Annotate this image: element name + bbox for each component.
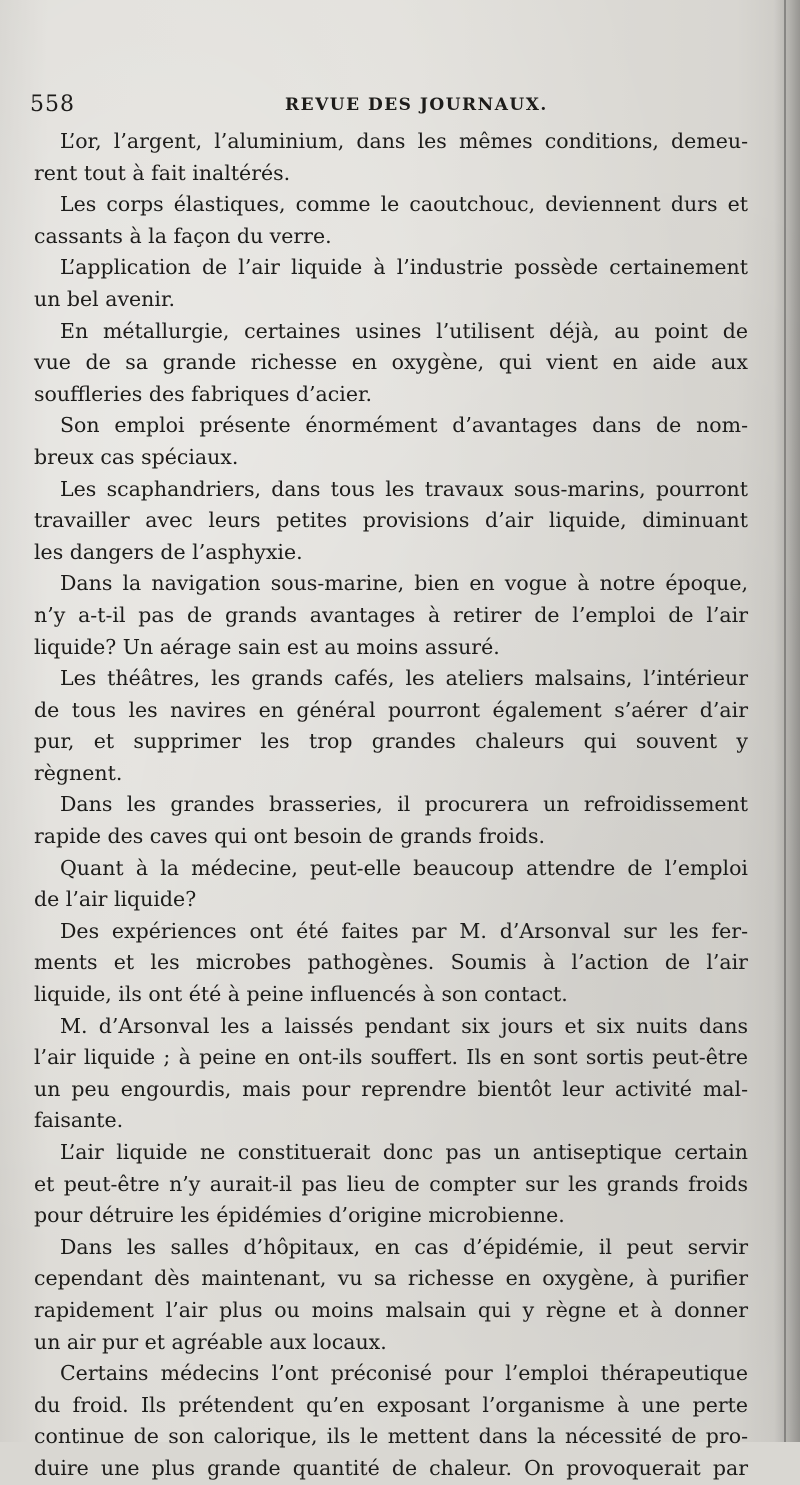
text-line: vue de sa grande richesse en oxygène, qui vient en aide aux (34, 350, 748, 375)
text-line: règnent. (34, 760, 123, 785)
text-line: Dans les grandes brasseries, il procurera un refroidissement (60, 792, 748, 817)
body-text (34, 126, 748, 1485)
text-line: rapidement l’air plus ou moins malsain qui y règne et à donner (34, 1297, 748, 1322)
page-header (30, 92, 750, 122)
text-line: pur, et supprimer les trop grandes chaleurs qui souvent y (34, 729, 748, 754)
text-line: breux cas spéciaux. (34, 444, 239, 469)
text-line: rapide des caves qui ont besoin de grands froids. (34, 824, 546, 849)
text-line: du froid. Ils prétendent qu’en exposant l’organisme à une perte (34, 1392, 748, 1417)
text-line: ments et les microbes pathogènes. Soumis à l’action de l’air (34, 950, 748, 975)
text-line: un peu engourdis, mais pour reprendre bientôt leur activité mal- (34, 1076, 748, 1101)
text-line: duire une plus grande quantité de chaleur. On provoquerait par (34, 1455, 748, 1480)
page-number: 558 (30, 92, 75, 117)
running-title: REVUE DES JOURNAUX. (285, 95, 548, 115)
text-line: cassants à la façon du verre. (34, 223, 332, 248)
text-line: cependant dès maintenant, vu sa richesse en oxygène, à purifier (34, 1266, 748, 1291)
text-line: Quant à la médecine, peut-elle beaucoup attendre de l’emploi (60, 855, 748, 880)
text-line: L’air liquide ne constituerait donc pas un antiseptique certain (60, 1140, 748, 1164)
text-line: Certains médecins l’ont préconisé pour l’emploi thérapeutique (60, 1361, 748, 1386)
text-line: Dans la navigation sous-marine, bien en vogue à notre époque, (60, 571, 748, 596)
text-line: Les corps élastiques, comme le caoutchouc, deviennent durs et (60, 192, 748, 217)
text-line: L’application de l’air liquide à l’industrie possède certainement (60, 255, 748, 280)
text-line: faisante. (34, 1108, 124, 1133)
text-line: et peut-être n’y aurait-il pas lieu de compter sur les grands froids (34, 1171, 748, 1196)
text-line: Son emploi présente énormément d’avantages dans de nom- (60, 413, 748, 438)
text-line: de l’air liquide? (34, 887, 197, 912)
text-line: pour détruire les épidémies d’origine microbienne. (34, 1203, 565, 1228)
text-line: liquide? Un aérage sain est au moins assuré. (34, 634, 500, 659)
text-line: Les théâtres, les grands cafés, les ateliers malsains, l’intérieur (60, 666, 748, 691)
text-line: l’air liquide ; à peine en ont-ils souffert. Ils en sont sortis peut-être (34, 1045, 748, 1070)
text-line: les dangers de l’asphyxie. (34, 539, 303, 564)
text-line: En métallurgie, certaines usines l’utilisent déjà, au point de (60, 318, 748, 343)
text-line: rent tout à fait inaltérés. (34, 160, 291, 185)
text-line: un bel avenir. (34, 286, 176, 311)
text-line: travailler avec leurs petites provisions d’air liquide, diminuant (34, 508, 748, 533)
text-line: souffleries des fabriques d’acier. (34, 381, 373, 406)
text-line: liquide, ils ont été à peine influencés à son contact. (34, 982, 568, 1007)
text-line: Dans les salles d’hôpitaux, en cas d’épidémie, il peut servir (60, 1234, 748, 1259)
text-line: un air pur et agréable aux locaux. (34, 1329, 387, 1354)
text-line: Les scaphandriers, dans tous les travaux sous-marins, pourront (60, 476, 748, 501)
text-line: Des expériences ont été faites par M. d’Arsonval sur les fer- (60, 918, 748, 943)
page-edge-shadow (774, 0, 800, 1442)
text-line: L’or, l’argent, l’aluminium, dans les mêmes conditions, demeu- (60, 129, 748, 153)
text-line: M. d’Arsonval les a laissés pendant six jours et six nuits dans (60, 1013, 748, 1038)
text-line: continue de son calorique, ils le mettent dans la nécessité de pro- (34, 1424, 748, 1449)
text-line: de tous les navires en général pourront également s’aérer d’air (34, 697, 748, 722)
page-edge-line (784, 0, 786, 1442)
text-line: n’y a-t-il pas de grands avantages à retirer de l’emploi de l’air (34, 602, 748, 627)
